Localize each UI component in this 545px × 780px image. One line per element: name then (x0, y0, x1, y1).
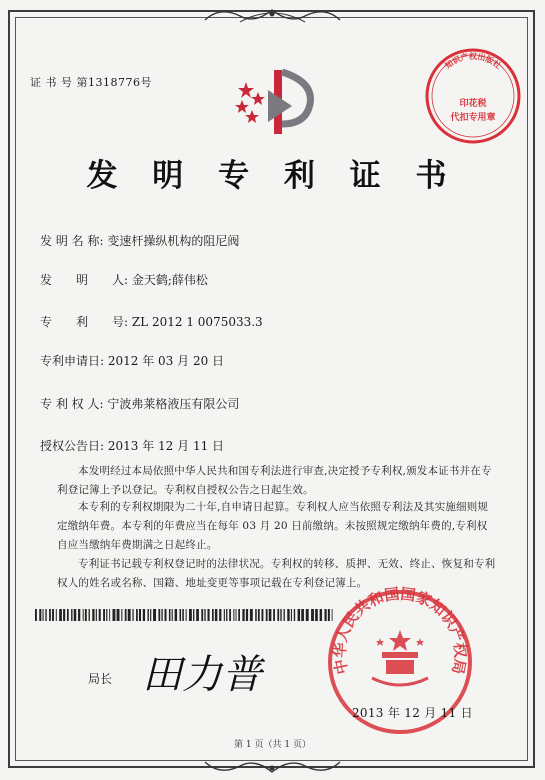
field-label: 专 利 号: (40, 315, 129, 329)
field-value: 宁波弗莱格液压有限公司 (107, 397, 240, 411)
issue-date: 2013 年 12 月 11 日 (352, 706, 473, 720)
certificate-number: 证 书 号 第1318776号 (30, 76, 152, 89)
field-label: 专利申请日: (40, 354, 105, 368)
field-patentee (40, 395, 239, 412)
big-seal-text: 中华人民共和国国家知识产权局 (330, 584, 470, 676)
field-value: ZL 2012 1 0075033.3 (131, 315, 263, 329)
field-application-date (40, 352, 224, 369)
field-label: 发 明 人: (40, 273, 129, 287)
tax-stamp-seal-icon (418, 38, 528, 148)
top-ornament-icon (200, 4, 345, 26)
page-title: 发 明 专 利 证 书 (86, 158, 459, 194)
director-signature-icon (138, 644, 278, 700)
small-seal-inner-2: 代扣专用章 (450, 113, 496, 123)
small-seal-inner-1: 印花税 (459, 99, 487, 109)
field-value: 金天鹤;薛伟松 (131, 273, 208, 287)
field-value: 2013 年 12 月 11 日 (107, 439, 225, 453)
small-seal-text: 知识产权出版社 (442, 51, 504, 71)
paragraph-grant: 本发明经过本局依照中华人民共和国专利法进行审查,决定授予专利权,颁发本证书并在专利登记簿上予以登记。专利权自授权公告之日起生效。 (57, 465, 492, 496)
signature-text: 田力普 (142, 652, 262, 698)
field-label: 发 明 名 称: (40, 234, 104, 248)
page-number: 第 1 页（共 1 页） (234, 740, 311, 750)
field-grant-date (40, 437, 224, 454)
patent-office-logo-icon (232, 62, 322, 142)
field-invention-name (40, 232, 239, 249)
field-value: 2012 年 03 月 20 日 (107, 354, 225, 368)
field-inventor (40, 271, 208, 288)
field-label: 专 利 权 人: (40, 397, 104, 411)
field-patent-number (40, 313, 263, 330)
bottom-ornament-icon (200, 756, 345, 778)
paragraph-legal-status: 专利证书记载专利权登记时的法律状况。专利权的转移、质押、无效、终止、恢复和专利权人的姓名或名称、国籍、地址变更等事项记载在专利登记簿上。 (57, 558, 496, 589)
field-label: 授权公告日: (40, 439, 105, 453)
paragraph-term: 本专利的专利权期限为二十年,自申请日起算。专利权人应当依照专利法及其实施细则规定缴纳年费。本专利的年费应当在每年 03 月 20 日前缴纳。未按照规定缴纳年费的,专利权自应当缴纳年费期满之日起终止。 (57, 501, 489, 551)
director-label: 局长 (88, 672, 113, 686)
field-value: 变速杆操纵机构的阻尼阀 (107, 234, 240, 248)
barcode-icon (35, 609, 335, 621)
